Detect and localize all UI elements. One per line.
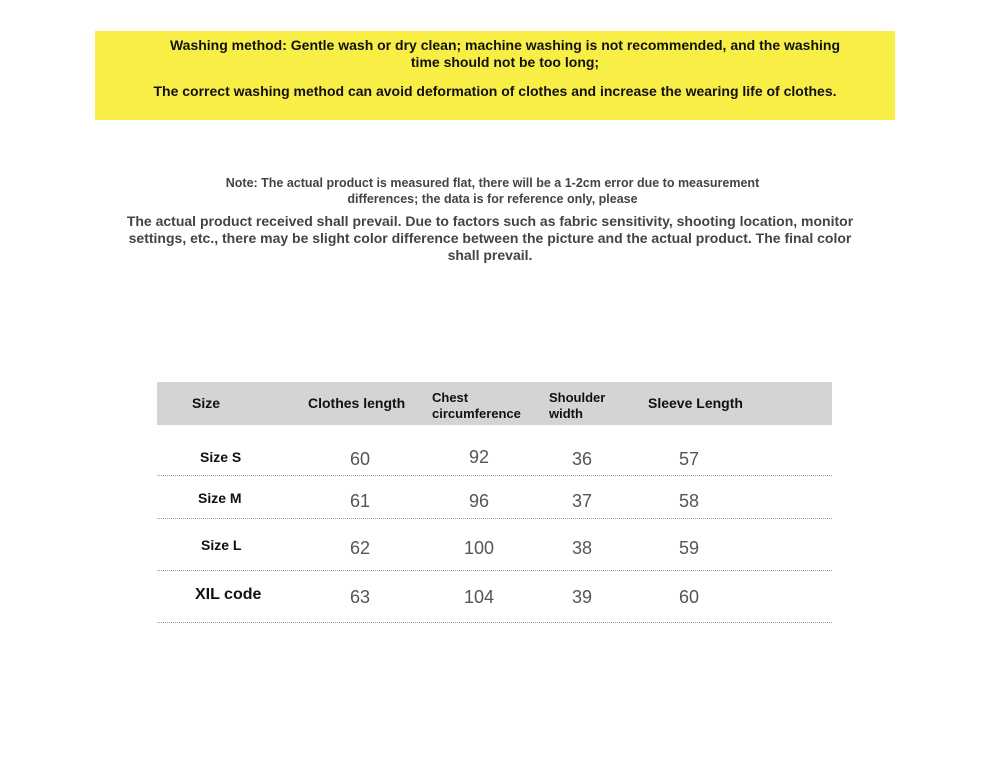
row-shoulder: 36 — [571, 449, 593, 469]
row-sleeve: 58 — [678, 491, 700, 511]
row-shoulder: 39 — [571, 587, 593, 607]
row-shoulder: 37 — [571, 491, 593, 511]
row-size: XIL code — [195, 586, 262, 603]
row-sleeve: 59 — [678, 538, 700, 558]
row-shoulder: 38 — [571, 538, 593, 558]
header-chest: Chest circumference — [432, 390, 521, 421]
table-row — [157, 476, 832, 519]
table-row — [157, 425, 832, 476]
row-chest: 104 — [463, 587, 495, 607]
table-row — [157, 519, 832, 571]
measurement-note: Note: The actual product is measured flat, there will be a 1-2cm error due to measurement differences; the data is for reference only, please — [225, 176, 760, 206]
header-shoulder: Shoulder width — [549, 390, 606, 421]
washing-method-text: Washing method: Gentle wash or dry clean; machine washing is not recommended, and the washing time should not be too long; — [169, 37, 841, 70]
washing-banner — [95, 31, 895, 120]
washing-benefit-text: The correct washing method can avoid deformation of clothes and increase the wearing life of clothes. — [153, 83, 837, 99]
header-sleeve: Sleeve Length — [648, 395, 743, 411]
row-sleeve: 60 — [678, 587, 700, 607]
header-size: Size — [192, 395, 221, 411]
row-chest: 96 — [468, 491, 490, 511]
row-chest: 100 — [463, 538, 495, 558]
header-clothes-length: Clothes length — [308, 395, 406, 411]
color-note: The actual product received shall prevail. Due to factors such as fabric sensitivity, shooting location, monitor settings, etc., there may be slight color difference between the picture and the actual product. The final color shall prevail. — [126, 213, 854, 263]
row-length: 63 — [349, 587, 371, 607]
row-sleeve: 57 — [678, 449, 700, 469]
table-row — [157, 571, 832, 623]
table-header — [157, 382, 832, 425]
row-size: Size S — [200, 449, 242, 465]
row-length: 61 — [349, 491, 371, 511]
row-length: 62 — [349, 538, 371, 558]
row-length: 60 — [349, 449, 371, 469]
size-table — [157, 382, 832, 623]
row-chest: 92 — [468, 447, 490, 467]
row-size: Size L — [201, 537, 242, 553]
row-size: Size M — [198, 490, 242, 506]
